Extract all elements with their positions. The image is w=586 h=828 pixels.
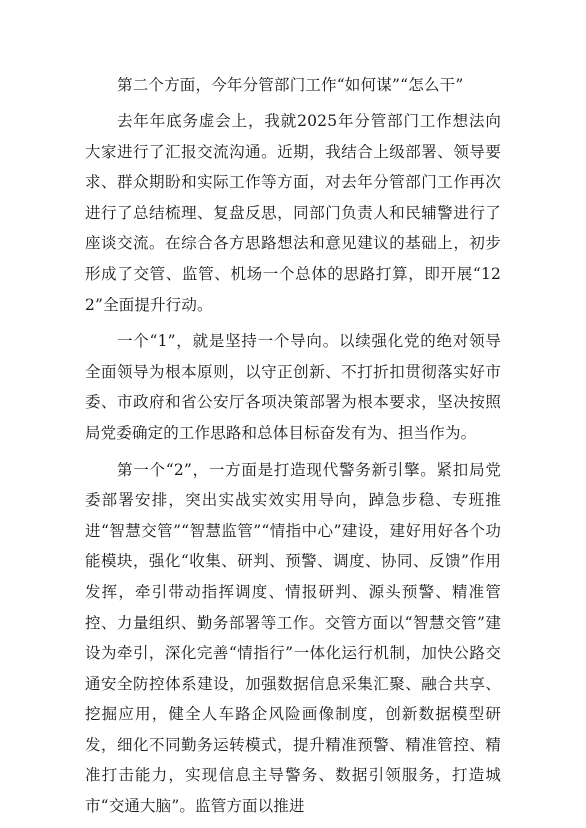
paragraph-first-two: 第一个“2”，一方面是打造现代警务新引擎。紧扣局党委部署安排，突出实战实效实用导向，踔急步稳、专班推进“智慧交管”“智慧监管”“情指中心”建设，建好用好各个功能模块，强化“收集、研判、预警、调度、协同、反馈”作用发挥，牵引带动指挥调度、情报研判、源头预警、精准管控、力量组织、勤务部署等工作。交管方面以“智慧交管”建设为牵引，深化完善“情指行”一体化运行机制，加快公路交通安全防控体系建设，加强数据信息采集汇聚、融合共享、挖掘应用，健全人车路企风险画像制度，创新数据模型研发，细化不同勤务运转模式，提升精准预警、精准管控、精准打击能力，实现信息主导警务、数据引领服务，打造城市“交通大脑”。监管方面以推进 xyxy=(85,460,501,816)
document-body xyxy=(85,70,501,828)
paragraph-intro: 去年年底务虚会上，我就2025年分管部门工作想法向大家进行了汇报交流沟通。近期，我结合上级部署、领导要求、群众期盼和实际工作等方面，对去年分管部门工作再次进行了总结梳理、复盘反思，同部门负责人和民辅警进行了座谈交流。在综合各方思路想法和意见建议的基础上，初步形成了交管、监管、机场一个总体的思路打算，即开展“122”全面提升行动。 xyxy=(85,112,501,314)
section-heading: 第二个方面，今年分管部门工作“如何谋”“怎么干” xyxy=(117,76,464,94)
paragraph-one-orientation: 一个“1”，就是坚持一个导向。以续强化党的绝对领导全面领导为根本原则，以守正创新、不打折扣贯彻落实好市委、市政府和省公安厅各项决策部署为根本要求，坚决按照局党委确定的工作思路和总体目标奋发有为、担当作为。 xyxy=(85,332,501,442)
